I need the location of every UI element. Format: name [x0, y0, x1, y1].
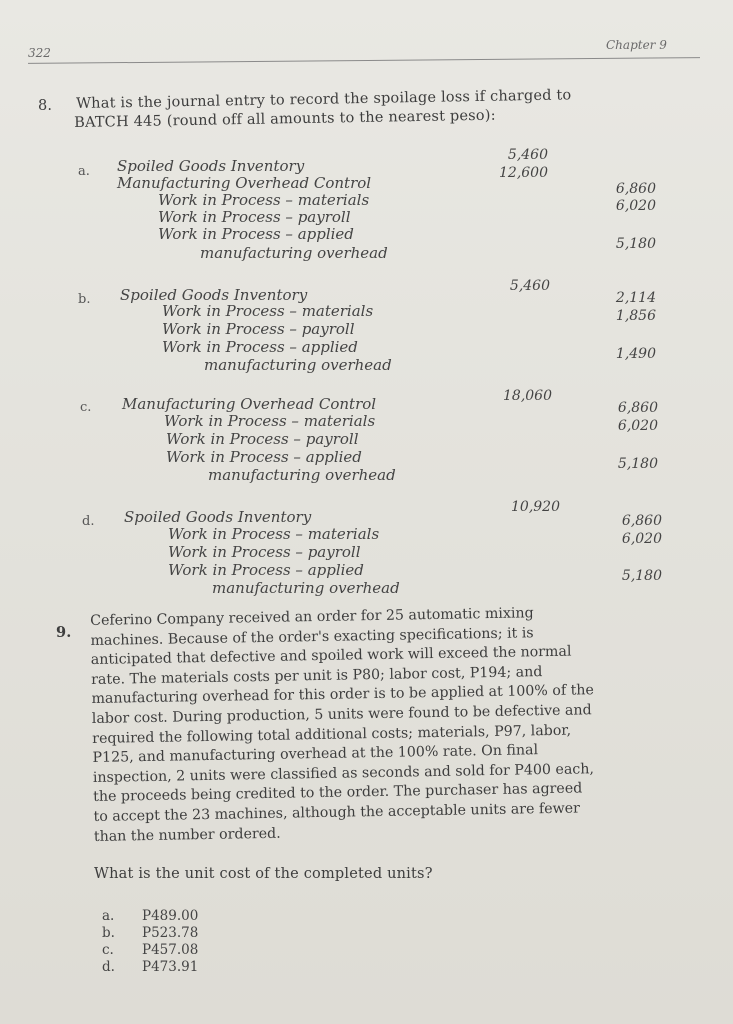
- option-a-letter: a.: [78, 164, 90, 179]
- q9-line: to accept the 23 machines, although the acceptable units are fewer: [93, 800, 581, 825]
- q9-choice-c-letter: c.: [102, 942, 114, 958]
- option-a-credit2: 6,020: [615, 198, 656, 214]
- option-c-credit2: 6,020: [617, 418, 658, 434]
- option-a-credit3: 5,180: [615, 236, 656, 252]
- option-d-row5: manufacturing overhead: [212, 579, 400, 597]
- option-d-row1: Spoiled Goods Inventory: [124, 508, 312, 526]
- q9-line: P125, and manufacturing overhead at the 100% rate. On final: [92, 742, 539, 767]
- q9-line: than the number ordered.: [93, 825, 281, 845]
- option-b-row4: Work in Process – applied: [162, 338, 358, 356]
- option-d-credit3: 5,180: [621, 568, 662, 584]
- q9-line: manufacturing overhead for this order is to be applied at 100% of the: [91, 682, 595, 708]
- option-b-row1: Spoiled Goods Inventory: [120, 286, 308, 304]
- q9-choice-d-value: P473.91: [142, 959, 199, 975]
- option-a-debit1: 5,460: [507, 147, 548, 163]
- option-d-debit1: 10,920: [511, 499, 560, 515]
- option-b-credit1: 2,114: [615, 290, 656, 306]
- option-c-row5: manufacturing overhead: [208, 466, 396, 484]
- option-d-row2: Work in Process – materials: [168, 525, 380, 543]
- option-d-letter: d.: [82, 514, 95, 529]
- option-d-row4: Work in Process – applied: [168, 561, 364, 579]
- option-c-row3: Work in Process – payroll: [166, 430, 359, 448]
- option-c-letter: c.: [80, 400, 92, 415]
- option-b-row2: Work in Process – materials: [162, 302, 374, 320]
- option-b-credit3: 1,490: [615, 346, 656, 362]
- option-a-row5: Work in Process – applied: [158, 225, 354, 243]
- q9-line: anticipated that defective and spoiled work will exceed the normal: [90, 643, 572, 669]
- q9-line: rate. The materials costs per unit is P80; labor cost, P194; and: [91, 663, 543, 688]
- q9-choice-b-value: P523.78: [142, 925, 199, 941]
- option-c-credit1: 6,860: [617, 400, 658, 416]
- q9-choice-d-letter: d.: [102, 959, 115, 975]
- option-a-row3: Work in Process – materials: [158, 191, 370, 209]
- q8-text-line2: BATCH 445 (round off all amounts to the nearest peso):: [74, 107, 496, 131]
- q9-choice-b-letter: b.: [102, 925, 115, 941]
- option-d-credit1: 6,860: [621, 513, 662, 529]
- q9-paragraph: [90, 601, 704, 847]
- q9-line: labor cost. During production, 5 units were found to be defective and: [91, 702, 592, 727]
- q9-line: machines. Because of the order's exacting specifications; it is: [90, 624, 534, 649]
- option-b-letter: b.: [78, 292, 91, 307]
- option-a-row2: Manufacturing Overhead Control: [117, 174, 372, 192]
- option-c-debit1: 18,060: [503, 388, 552, 404]
- q9-number: 9.: [56, 624, 72, 641]
- chapter-label: Chapter 9: [606, 38, 667, 52]
- q8-text-line1: What is the journal entry to record the spoilage loss if charged to: [76, 87, 572, 112]
- option-a-debit2: 12,600: [499, 165, 548, 181]
- option-a-row6: manufacturing overhead: [200, 244, 388, 262]
- option-b-row3: Work in Process – payroll: [162, 320, 355, 338]
- q9-line: required the following total additional costs; materials, P97, labor,: [92, 722, 572, 747]
- q9-choice-c-value: P457.08: [142, 942, 199, 958]
- option-a-credit1: 6,860: [615, 181, 656, 197]
- option-d-row3: Work in Process – payroll: [168, 543, 361, 561]
- option-c-row4: Work in Process – applied: [166, 448, 362, 466]
- header-rule: [28, 57, 700, 64]
- option-b-credit2: 1,856: [615, 308, 656, 324]
- page-number: 322: [28, 46, 51, 60]
- q9-line: inspection, 2 units were classified as seconds and sold for P400 each,: [92, 760, 595, 786]
- option-c-row1: Manufacturing Overhead Control: [122, 395, 377, 413]
- option-c-credit3: 5,180: [617, 456, 658, 472]
- q9-line: the proceeds being credited to the order. The purchaser has agreed: [93, 780, 583, 806]
- option-b-debit1: 5,460: [509, 278, 550, 294]
- q9-choice-a-value: P489.00: [142, 908, 199, 924]
- option-a-row4: Work in Process – payroll: [158, 208, 351, 226]
- option-c-row2: Work in Process – materials: [164, 412, 376, 430]
- option-a-row1: Spoiled Goods Inventory: [117, 157, 305, 175]
- q8-number: 8.: [38, 98, 53, 114]
- q9-line: Ceferino Company received an order for 25 automatic mixing: [90, 605, 534, 629]
- q9-question: What is the unit cost of the completed units?: [94, 866, 433, 882]
- option-d-credit2: 6,020: [621, 531, 662, 547]
- option-b-row5: manufacturing overhead: [204, 356, 392, 374]
- q9-choice-a-letter: a.: [102, 908, 115, 924]
